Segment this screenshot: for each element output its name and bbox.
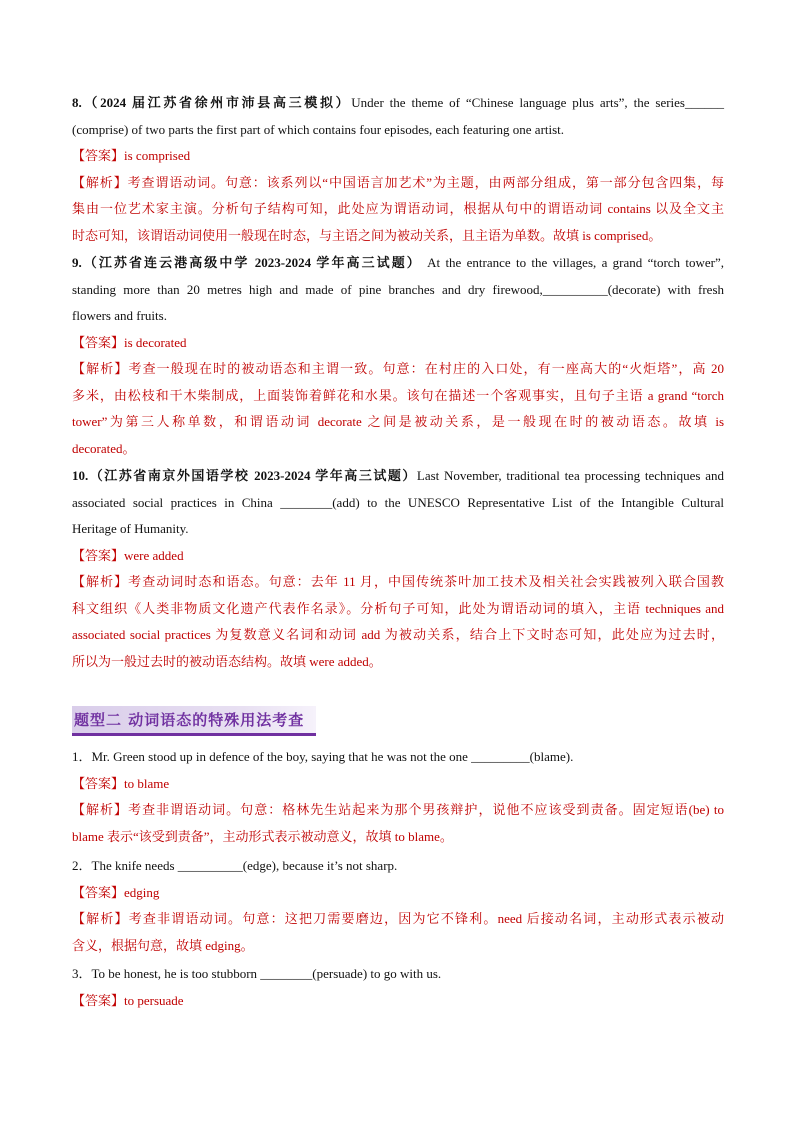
question-analysis-line-1 — [72, 797, 724, 824]
question-9 — [72, 250, 724, 462]
question-10-analysis-line-2: 科文组织《人类非物质文化遗产代表作名录》。分析句子可知，此处为谓语动词的填入，主语 techniques and — [72, 600, 724, 616]
question-10-analysis-line-4: 所以为一般过去时的被动语态结构。故填 were added。 — [72, 653, 382, 669]
question-answer — [72, 880, 724, 907]
section-heading — [72, 706, 316, 736]
question-8-analysis-line-1 — [72, 170, 724, 197]
question-number: 9. — [72, 255, 82, 270]
analysis-tag: 【解析】 — [72, 911, 129, 926]
question-9-analysis-line-3: tower”为第三人称单数，和谓语动词 decorate 之间是被动关系，是一般现在时的被动语态。故填 is — [72, 414, 724, 429]
question-10-stem-line-1 — [72, 463, 724, 490]
question-10-stem-line-2: associated social practices in China ________(add) to the UNESCO Representative List of the Intangible Cultural — [72, 494, 724, 510]
answer-tag: 【答案】 — [72, 334, 125, 350]
question-8-analysis-line-2: 集由一位艺术家主演。分析句子结构可知，此处应为谓语动词，根据从句中的谓语动词 contains 以及全文主 — [72, 201, 724, 216]
answer-text: to blame — [124, 775, 170, 791]
question-text: Under the theme of “Chinese language plus arts”, the series______ — [351, 95, 724, 110]
question-10-analysis-line-3: associated social practices 为复数意义名词和动词 add 为被动关系，结合上下文时态可知，此处应为过去时， — [72, 627, 724, 642]
question-9-answer — [72, 330, 724, 357]
question-stem: 1．Mr. Green stood up in defence of the boy, saying that he was not the one _________(blame). — [72, 749, 574, 764]
answer-text: to persuade — [124, 992, 184, 1008]
question-8-analysis-line-3: 时态可知，该谓语动词使用一般现在时态，与主语之间为被动关系，且主语为单数。故填 is comprised。 — [72, 227, 662, 243]
analysis-tag: 【解析】 — [72, 802, 129, 817]
question-9-analysis-line-1 — [72, 356, 724, 383]
question-9-stem-line-1 — [72, 250, 724, 277]
section-question-1 — [72, 744, 724, 850]
analysis-tag: 【解析】 — [72, 574, 129, 589]
question-8 — [72, 90, 724, 249]
section-question-2 — [72, 853, 724, 959]
question-8-stem-line-2: (comprise) of two parts the first part of which contains four episodes, each featuring one artist. — [72, 121, 565, 137]
question-9-stem-line-2: standing more than 20 metres high and made of pine branches and dry firewood,__________(decorate) with fresh — [72, 281, 724, 297]
question-analysis-line-2: blame 表示“该受到责备”，主动形式表示被动意义，故填 to blame。 — [72, 828, 453, 844]
question-10-analysis-line-1 — [72, 569, 724, 596]
question-number: 10. — [72, 468, 89, 483]
question-analysis-line-1 — [72, 906, 724, 933]
question-source: （江苏省连云港高级中学 2023-2024 学年高三试题） — [81, 255, 422, 270]
question-8-stem-line-1 — [72, 90, 724, 117]
answer-tag: 【答案】 — [72, 775, 125, 791]
question-9-analysis-line-2: 多米，由松枝和干木柴制成，上面装饰着鲜花和水果。该句在描述一个客观事实，且句子主语 a grand “torch — [72, 387, 724, 403]
section-question-3 — [72, 961, 724, 1014]
question-9-stem-line-3: flowers and fruits. — [72, 308, 167, 323]
question-stem: 3．To be honest, he is too stubborn ________(persuade) to go with us. — [72, 966, 442, 981]
question-10 — [72, 463, 724, 675]
answer-text: were added — [124, 547, 184, 563]
answer-tag: 【答案】 — [72, 884, 125, 900]
analysis-text: 考查非谓语动词。句意：这把刀需要磨边，因为它不锋利。need 后接动名词，主动形式表示被动 — [128, 911, 724, 926]
question-source: （江苏省南京外国语学校 2023-2024 学年高三试题） — [88, 468, 417, 483]
question-answer — [72, 771, 724, 798]
answer-text: is decorated — [124, 334, 187, 350]
question-10-stem-line-3: Heritage of Humanity. — [72, 521, 189, 536]
question-text: Last November, traditional tea processing techniques and — [416, 468, 724, 483]
answer-tag: 【答案】 — [72, 992, 125, 1008]
question-text: At the entrance to the villages, a grand “torch tower”, — [421, 255, 724, 270]
question-analysis-line-2: 含义，根据句意，故填 edging。 — [72, 937, 254, 953]
section-title: 题型二 动词语态的特殊用法考查 — [74, 711, 305, 729]
answer-tag: 【答案】 — [72, 547, 125, 563]
analysis-text: 考查非谓语动词。句意：格林先生站起来为那个男孩辩护，说他不应该受到责备。固定短语(be) to — [128, 802, 724, 817]
question-9-analysis-line-4: decorated。 — [72, 440, 136, 456]
analysis-text: 考查谓语动词。句意：该系列以“中国语言加艺术”为主题，由两部分组成，第一部分包含四集，每 — [127, 174, 724, 190]
analysis-tag: 【解析】 — [72, 361, 129, 376]
question-8-answer — [72, 143, 724, 170]
answer-text: edging — [124, 884, 160, 900]
answer-tag: 【答案】 — [72, 148, 125, 163]
analysis-text: 考查一般现在时的被动语态和主谓一致。句意：在村庄的入口处，有一座高大的“火炬塔”，高 20 — [128, 361, 724, 376]
analysis-text: 考查动词时态和语态。句意：去年 11 月，中国传统茶叶加工技术及相关社会实践被列入联合国教 — [128, 574, 724, 589]
question-stem: 2．The knife needs __________(edge), because it’s not sharp. — [72, 858, 398, 873]
question-10-answer — [72, 543, 724, 570]
answer-text: is comprised — [124, 148, 191, 163]
question-source: （2024 届江苏省徐州市沛县高三模拟） — [81, 95, 352, 110]
question-number: 8. — [72, 95, 82, 110]
question-answer — [72, 988, 724, 1015]
analysis-tag: 【解析】 — [72, 174, 128, 190]
